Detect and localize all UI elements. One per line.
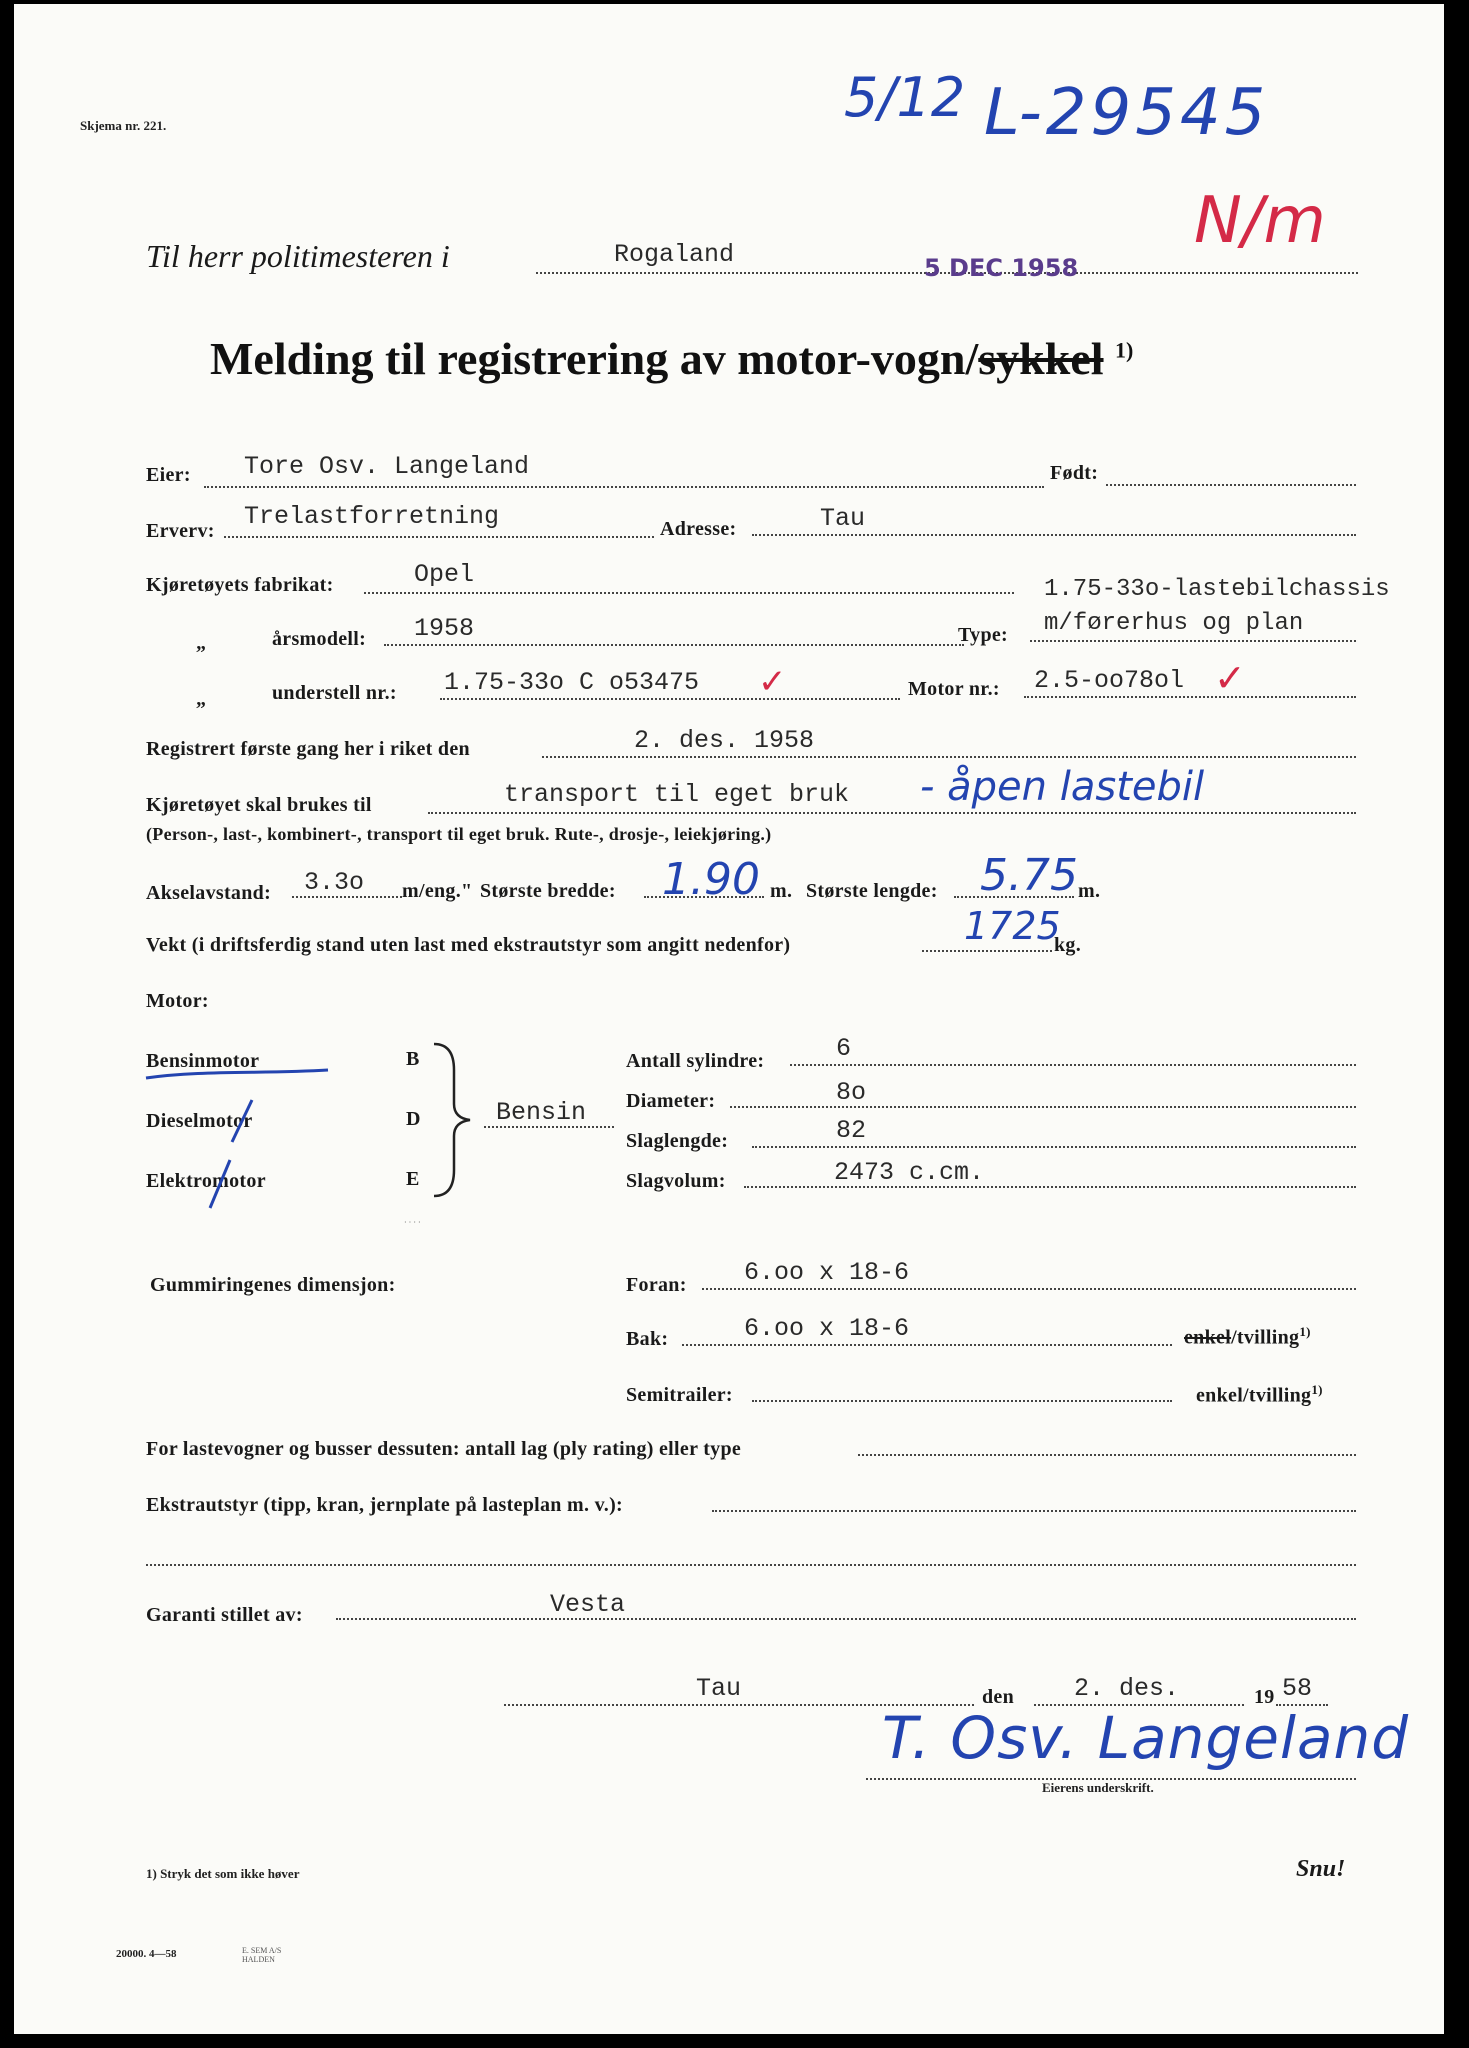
type-line1: 1.75-33o-lastebilchassis — [1044, 576, 1390, 603]
erverv-dotted-line — [224, 536, 654, 538]
eier-value: Tore Osv. Langeland — [244, 452, 530, 481]
title-footnote-ref: 1) — [1115, 337, 1134, 363]
bensinmotor-underline-mark — [142, 1060, 332, 1086]
type-dotted-line — [1030, 640, 1356, 642]
form-paper — [14, 4, 1444, 2034]
footnote-text: 1) Stryk det som ikke høver — [146, 1866, 300, 1881]
erverv-value: Trelastforretning — [244, 502, 500, 531]
bak-dotted-line — [682, 1344, 1172, 1346]
bensinmotor-label: Bensinmotor — [146, 1050, 260, 1072]
type-line2: m/førerhus og plan — [1044, 610, 1304, 637]
bredde-unit: m. — [770, 880, 793, 902]
bruk-dotted-line — [428, 812, 1356, 814]
vekt-unit: kg. — [1054, 934, 1082, 956]
bak-label: Bak: — [626, 1328, 669, 1350]
arsmodell-value: 1958 — [414, 614, 475, 643]
elektromotor-letter: E — [406, 1168, 420, 1190]
type-label: Type: — [958, 624, 1009, 646]
form-title — [210, 332, 1133, 385]
addressee-label: Til herr politimesteren i — [146, 238, 450, 274]
registrert-value: 2. des. 1958 — [634, 726, 815, 755]
slaglengde-value: 82 — [836, 1116, 867, 1145]
motor-brace — [424, 1040, 484, 1200]
vekt-value: 1725 — [964, 904, 1061, 948]
eier-label: Eier: — [146, 464, 191, 486]
arsmodell-label: årsmodell: — [272, 628, 367, 650]
place-value: Tau — [696, 1674, 742, 1703]
elektromotor-strike-mark — [200, 1156, 240, 1212]
bruk-value: transport til eget bruk — [504, 780, 850, 809]
ditto-mark-1: „ — [196, 632, 207, 654]
bredde-label: Største bredde: — [480, 880, 616, 902]
semi-enkel-tvilling: enkel/tvilling — [1196, 1384, 1312, 1407]
bak-footnote-ref: 1) — [1299, 1324, 1311, 1339]
erverv-label: Erverv: — [146, 520, 215, 542]
bruk-hand-note: - åpen lastebil — [920, 764, 1205, 810]
semi-suffix — [1196, 1382, 1323, 1408]
year-suffix: 58 — [1282, 1674, 1313, 1703]
sylindre-label: Antall sylindre: — [626, 1050, 765, 1072]
hand-red-initials: N/m — [1194, 184, 1326, 258]
sylindre-dotted-line — [790, 1064, 1356, 1066]
fodt-label: Født: — [1050, 462, 1099, 484]
motor-nr-check-mark: ✓ — [1214, 656, 1246, 700]
bak-struck-enkel: enkel — [1184, 1326, 1232, 1349]
arsmodell-dotted-line — [384, 644, 964, 646]
semi-footnote-ref: 1) — [1311, 1382, 1323, 1397]
fabrikat-dotted-line — [364, 592, 1014, 594]
foran-value: 6.oo x 18-6 — [744, 1258, 910, 1287]
ditto-mark-2: „ — [196, 688, 207, 710]
diameter-value: 8o — [836, 1078, 867, 1107]
snu-text: Snu! — [1296, 1856, 1346, 1882]
dieselmotor-label: Dieselmotor — [146, 1110, 253, 1132]
motor-nr-value: 2.5-oo78ol — [1034, 666, 1185, 695]
diameter-dotted-line — [730, 1106, 1356, 1108]
eier-dotted-line — [204, 486, 1044, 488]
motor-nr-dotted-line — [1024, 696, 1356, 698]
slaglengde-dotted-line — [752, 1146, 1356, 1148]
hand-ref-number: L-29545 — [984, 76, 1270, 150]
brace-value: Bensin — [496, 1098, 587, 1127]
bak-suffix — [1184, 1324, 1311, 1350]
form-number: Skjema nr. 221. — [80, 118, 167, 133]
understell-dotted-line — [440, 698, 900, 700]
dieselmotor-strike-mark — [222, 1096, 262, 1146]
print-code: 20000. 4—58 — [116, 1948, 177, 1960]
diameter-label: Diameter: — [626, 1090, 716, 1112]
semi-label: Semitrailer: — [626, 1384, 733, 1406]
ekstra-dotted-line — [712, 1510, 1356, 1512]
fodt-dotted-line — [1106, 484, 1356, 486]
den-label: den — [982, 1686, 1015, 1708]
bensinmotor-letter: B — [406, 1048, 420, 1070]
ply-dotted-line — [858, 1454, 1356, 1456]
registrert-dotted-line — [542, 756, 1356, 758]
elektromotor-label: Elektromotor — [146, 1170, 266, 1192]
slagvolum-value: 2473 c.cm. — [834, 1158, 985, 1187]
title-main: Melding til registrering av motor-vogn/ — [210, 333, 979, 384]
lengde-label: Største lengde: — [806, 880, 938, 902]
ply-label: For lastevogner og busser dessuten: antall lag (ply rating) eller type — [146, 1438, 742, 1460]
motor-heading: Motor: — [146, 990, 209, 1012]
bruk-note: (Person-, last-, kombinert-, transport til eget bruk. Rute-, drosje-, leiekjøring.) — [146, 824, 772, 844]
semi-dotted-line — [752, 1400, 1172, 1402]
fabrikat-value: Opel — [414, 560, 475, 589]
received-stamp: 5 DEC 1958 — [924, 254, 1079, 282]
aksel-unit: m/eng." — [402, 880, 473, 902]
foran-dotted-line — [702, 1288, 1356, 1290]
ekstra-label: Ekstrautstyr (tipp, kran, jernplate på lasteplan m. v.): — [146, 1494, 624, 1516]
fabrikat-label: Kjøretøyets fabrikat: — [146, 574, 334, 596]
understell-check-mark: ✓ — [758, 662, 787, 702]
vekt-label: Vekt (i driftsferdig stand uten last med ekstrautstyr som angitt nedenfor) — [146, 934, 791, 956]
bak-tvilling: /tvilling — [1231, 1326, 1300, 1349]
title-struck-word: sykkel — [978, 333, 1104, 384]
slaglengde-label: Slaglengde: — [626, 1130, 729, 1152]
understell-label: understell nr.: — [272, 682, 397, 704]
adresse-label: Adresse: — [660, 518, 737, 540]
vekt-dotted-line — [922, 950, 1052, 952]
understell-value: 1.75-33o C o53475 — [444, 668, 700, 697]
adresse-value: Tau — [820, 504, 866, 533]
sylindre-value: 6 — [836, 1034, 852, 1063]
lengde-value: 5.75 — [980, 850, 1078, 901]
registrert-label: Registrert første gang her i riket den — [146, 738, 470, 760]
dieselmotor-letter: D — [406, 1108, 421, 1130]
date-value: 2. des. — [1074, 1674, 1180, 1703]
lengde-unit: m. — [1078, 880, 1101, 902]
bredde-value: 1.90 — [662, 854, 760, 905]
signature-caption: Eierens underskrift. — [1042, 1780, 1154, 1795]
slagvolum-label: Slagvolum: — [626, 1170, 726, 1192]
tires-heading: Gummiringenes dimensjon: — [150, 1274, 396, 1296]
adresse-dotted-line — [752, 534, 1356, 536]
year-prefix: 19 — [1254, 1686, 1275, 1708]
ekstra-dotted-line-2 — [146, 1564, 1356, 1566]
bak-value: 6.oo x 18-6 — [744, 1314, 910, 1343]
aksel-value: 3.3o — [304, 868, 365, 897]
motor-nr-label: Motor nr.: — [908, 678, 1000, 700]
owner-signature: T. Osv. Langeland — [882, 1704, 1410, 1772]
printer-name: E. SEM A/S HALDEN — [242, 1946, 282, 1964]
faint-mark: · · · · — [404, 1218, 421, 1227]
garanti-value: Vesta — [550, 1590, 626, 1619]
aksel-label: Akselavstand: — [146, 882, 272, 904]
bruk-label: Kjøretøyet skal brukes til — [146, 794, 372, 816]
addressee-value: Rogaland — [614, 240, 735, 269]
hand-ref-fraction: 5/12 — [844, 66, 966, 129]
garanti-dotted-line — [336, 1618, 1356, 1620]
foran-label: Foran: — [626, 1274, 687, 1296]
garanti-label: Garanti stillet av: — [146, 1604, 303, 1626]
